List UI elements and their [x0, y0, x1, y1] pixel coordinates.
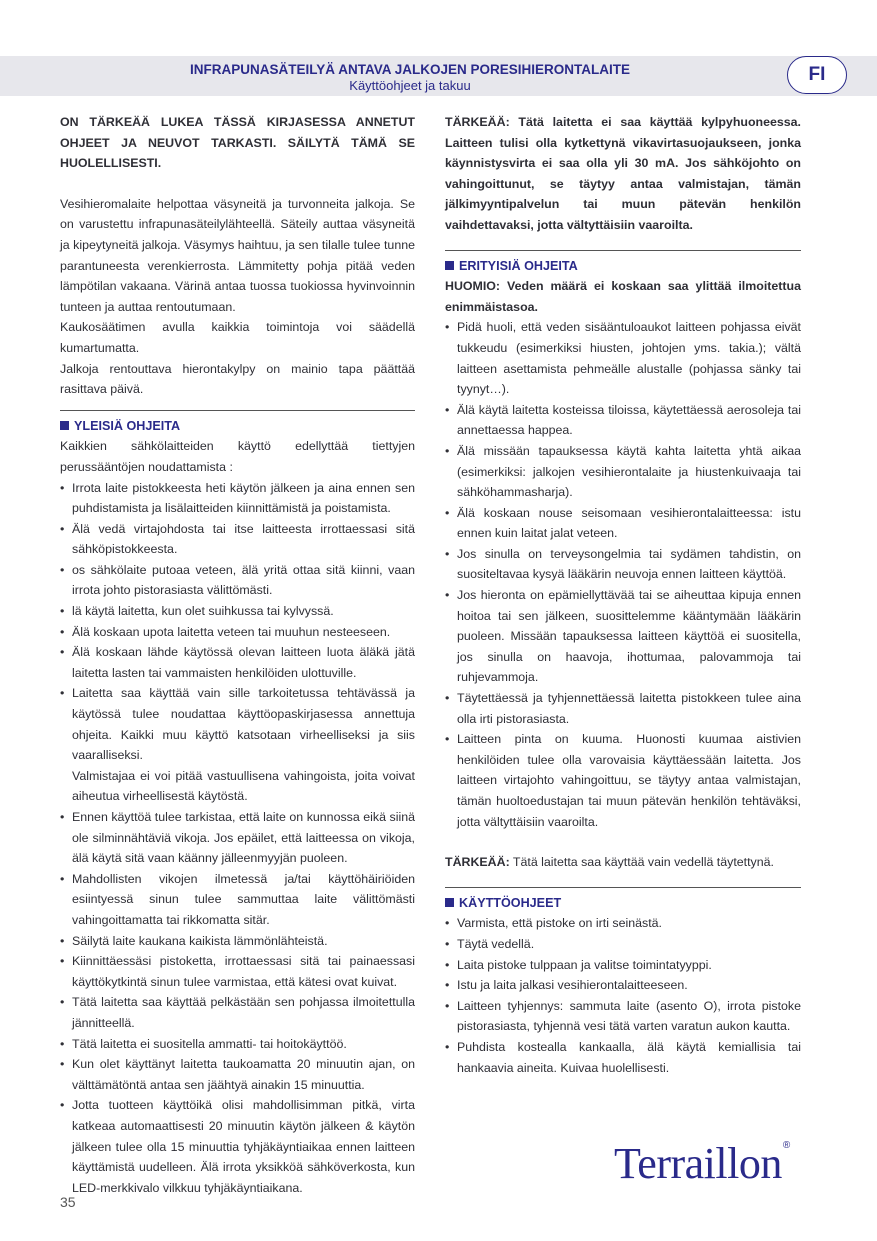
- list-item: • Irrota laite pistokkeesta heti käytön jälkeen ja aina ennen sen puhdistamista ja lisälaitteiden kiinnittämistä ja poistamista.: [60, 478, 415, 519]
- language-badge: FI: [787, 56, 847, 94]
- square-bullet-icon: [445, 261, 454, 270]
- list-item: • Pidä huoli, että veden sisääntuloaukot laitteen pohjassa eivät tukkeudu (esimerkiksi hiusten, johtojen yms. takia.); vältä laitteen asettamista pehmeälle alustalle (pohjassa sänky tai tyynyt…).: [445, 317, 801, 399]
- list-item: • Ennen käyttöä tulee tarkistaa, että laite on kunnossa eikä siinä ole silminnähtäviä vikoja. Jos epäilet, että laitteessa on vikoja, älä käytä sitä vaan käänny jälleenmyyjän puoleen.: [60, 807, 415, 869]
- section-divider: [60, 410, 415, 411]
- list-item: • Kun olet käyttänyt laitetta taukoamatta 20 minuutin ajan, on välttämätöntä antaa sen jäähtyä ainakin 15 minuuttia.: [60, 1054, 415, 1095]
- list-item: • Varmista, että pistoke on irti seinästä.: [445, 913, 801, 934]
- section-divider: [445, 250, 801, 251]
- list-item: • os sähkölaite putoaa veteen, älä yritä ottaa sitä kiinni, vaan irrota johto pistorasiasta välittömästi.: [60, 560, 415, 601]
- list-item: • Älä koskaan lähde käytössä olevan laitteen luota äläkä jätä laitetta lasten tai vammaisten henkilöiden ulottuville.: [60, 642, 415, 683]
- list-item: • Älä käytä laitetta kosteissa tiloissa, käytettäessä aerosoleja tai annettaessa happea.: [445, 400, 801, 441]
- list-item: • Tätä laitetta saa käyttää pelkästään sen pohjassa ilmoitettulla jännitteellä.: [60, 992, 415, 1033]
- general-list: [60, 478, 415, 766]
- list-item: • Täytettäessä ja tyhjennettäessä laitetta pistokkeen tulee aina olla irti pistorasiasta.: [445, 688, 801, 729]
- document-subtitle: Käyttöohjeet ja takuu: [349, 78, 471, 93]
- list-item: • Älä koskaan nouse seisomaan vesihierontalaitteessa: istu ennen kuin laitat jalat veteen.: [445, 503, 801, 544]
- list-item: • Laitteen pinta on kuuma. Huonosti kuumaa aistivien henkilöiden tulee olla varovaisia käyttäessään laitetta. Jos laitteen virtajohto vahingoittuu, se täytyy antaa valmistajan, tämän huoltoedustajan tai muun pätevän henkilön tehtäväksi, jotta vältyttäisiin vaaroilta.: [445, 729, 801, 832]
- section-heading-usage: KÄYTTÖOHJEET: [445, 893, 801, 914]
- list-item: • Laita pistoke tulppaan ja valitse toimintatyyppi.: [445, 955, 801, 976]
- intro-paragraph: Vesihieromalaite helpottaa väsyneitä ja turvonneita jalkoja. Se on varustettu infrapunasäteilylähteellä. Säteily auttaa väsyneitä ja kipeytyneitä jalkoja. Väsymys haihtuu, ja sen tilalle tulee tunne parantuneesta verenkierrosta. Lämmitetty pohja pitää veden lämpötilan vakaana. Värinä antaa tuossa tuokiossa hyvinvoinnin tunteen ja auttaa rentoutumaan.: [60, 196, 415, 314]
- list-item: • Kiinnittäessäsi pistoketta, irrottaessasi sitä tai painaessasi käyttökytkintä sinun tulee varmistaa, että kätesi ovat kuivat.: [60, 951, 415, 992]
- list-item: • Täytä vedellä.: [445, 934, 801, 955]
- liability-note: Valmistajaa ei voi pitää vastuullisena vahingoista, joita voivat aiheutua virheellisestä käytöstä.: [72, 768, 415, 804]
- page-number: 35: [60, 1194, 76, 1210]
- general-list-continued: [60, 807, 415, 1198]
- list-item: • Älä missään tapauksessa käytä kahta laitetta yhtä aikaa (esimerkiksi: jalkojen vesihierontalaite ja hiustenkuivaaja tai sähköhammasharja).: [445, 441, 801, 503]
- square-bullet-icon: [445, 898, 454, 907]
- brand-logo: Terraillon®: [614, 1139, 790, 1188]
- list-item: • Tätä laitetta ei suositella ammatti- tai hoitokäyttöö.: [60, 1034, 415, 1055]
- list-item: • lä käytä laitetta, kun olet suihkussa tai kylvyssä.: [60, 601, 415, 622]
- general-intro: Kaikkien sähkölaitteiden käyttö edellyttää tiettyjen perussääntöjen noudattamista :: [60, 439, 415, 474]
- list-item: • Istu ja laita jalkasi vesihierontalaitteeseen.: [445, 975, 801, 996]
- usage-list: [445, 913, 801, 1078]
- special-list: [445, 317, 801, 832]
- section-heading-special: ERITYISIÄ OHJEITA: [445, 256, 801, 277]
- list-item: • Jos hieronta on epämiellyttävää tai se aiheuttaa kipuja ennen hoitoa tai sen jälkeen, suosittelemme kääntymään lääkärin puoleen. Missään tapauksessa laitteen käyttöä ei suositella, jos sinulla on haavoja, ihottumaa, palovammoja tai ruhjevammoja.: [445, 585, 801, 688]
- section-heading-general: YLEISIÄ OHJEITA: [60, 416, 415, 437]
- bathroom-warning: TÄRKEÄÄ: Tätä laitetta ei saa käyttää kylpyhuoneessa. Laitteen tulisi olla kytkettynä vikavirtasuojaukseen, jonka käynnistysvirta ei saa olla yli 30 mA. Jos sähköjohto on vahingoittunut, se täytyy antaa valmistajan, tämän jälkimyyntipalvelun tai muun pätevän henkilön vaihdettavaksi, jotta vältyttäisiin vaaroilta.: [445, 115, 801, 232]
- intro-paragraph: Jalkoja rentouttava hierontakylpy on mainio tapa päättää rasittava päivä.: [60, 361, 415, 397]
- document-title: INFRAPUNASÄTEILYÄ ANTAVA JALKOJEN PORESIHIERONTALAITE: [189, 62, 631, 77]
- list-item: • Laitteen tyhjennys: sammuta laite (asento O), irrota pistoke pistorasiasta, tyhjennä vesi tätä varten varatun aukon kautta.: [445, 996, 801, 1037]
- water-only-note: TÄRKEÄÄ: Tätä laitetta saa käyttää vain vedellä täytettynä.: [445, 855, 774, 870]
- list-item: • Puhdista kostealla kankaalla, älä käytä kemiallisia tai hankaavia aineita. Kuivaa huolellisesti.: [445, 1037, 801, 1078]
- list-item: • Jotta tuotteen käyttöikä olisi mahdollisimman pitkä, virta katkeaa automaattisesti 20 minuutin käytön jälkeen & käytön jälkeen tulee olla 15 minuuttia tyhjäkäyntiaikaa ennen laitteen käyttämistä uudelleen. Älä irrota yksikköä sähköverkosta, kun LED-merkkivalo vilkkuu tyhjäkäyntiaikana.: [60, 1095, 415, 1198]
- list-item: • Mahdollisten vikojen ilmetessä ja/tai käyttöhäiriöiden esiintyessä sinun tulee sammuttaa laite välittömästi vahingoittamatta tai rikkomatta sitär.: [60, 869, 415, 931]
- list-item: • Jos sinulla on terveysongelmia tai sydämen tahdistin, on suositeltavaa kysyä lääkärin neuvoja ennen laitteen käyttöä.: [445, 544, 801, 585]
- list-item: • Älä koskaan upota laitetta veteen tai muuhun nesteeseen.: [60, 622, 415, 643]
- intro-paragraph: Kaukosäätimen avulla kaikkia toimintoja voi säädellä kumartumatta.: [60, 320, 415, 355]
- right-column: [445, 112, 801, 1078]
- list-item: • Laitetta saa käyttää vain sille tarkoitetussa tehtävässä ja käytössä tulee noudattaa käyttöopaskirjasessa annettuja ohjeita. Kaikki muu käyttö katsotaan virheelliseksi ja siis vaaralliseksi.: [60, 683, 415, 765]
- section-divider: [445, 887, 801, 888]
- list-item: • Säilytä laite kaukana kaikista lämmönlähteistä.: [60, 931, 415, 952]
- water-level-note: HUOMIO: Veden määrä ei koskaan saa ylittää ilmoitettua enimmäistasoa.: [445, 279, 801, 314]
- list-item: • Älä vedä virtajohdosta tai itse laitteesta irrottaessasi sitä sähköpistokkeesta.: [60, 519, 415, 560]
- intro-warning: ON TÄRKEÄÄ LUKEA TÄSSÄ KIRJASESSA ANNETUT OHJEET JA NEUVOT TARKASTI. SÄILYTÄ TÄMÄ SE HUOLELLISESTI.: [60, 115, 415, 171]
- left-column: [60, 112, 415, 1198]
- registered-mark: ®: [782, 1140, 790, 1151]
- square-bullet-icon: [60, 421, 69, 430]
